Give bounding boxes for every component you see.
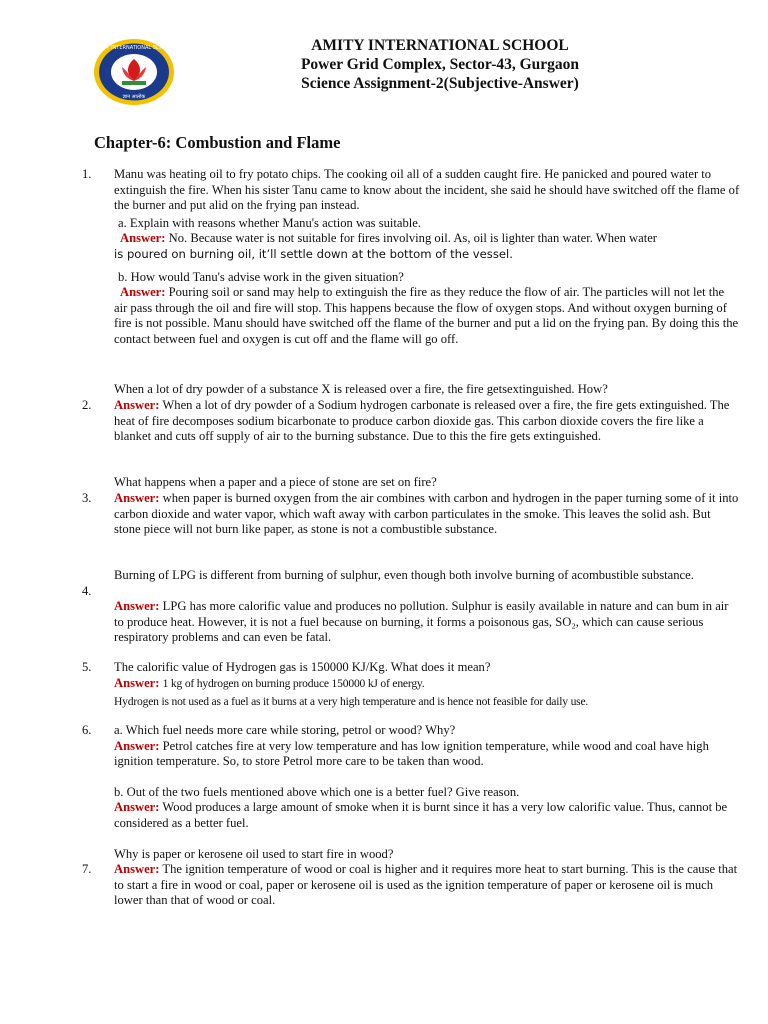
answer-b: Answer: Wood produces a large amount of smoke when it is burnt since it has a very low calorific value. Thus, cannot be considered as a better fuel. xyxy=(114,800,728,830)
question-text: Manu was heating oil to fry potato chips. The cooking oil all of a sudden caught fire. He panicked and poured water to extinguish the fire. When his sister Tanu came to know about the incident, she said he should have switched off the flame of the burner and put alid on the frying pan instead. xyxy=(114,167,740,213)
question-number: 7. xyxy=(82,862,92,876)
assignment-title: Science Assignment-2(Subjective-Answer) xyxy=(301,75,579,92)
answer-a-continued: is poured on burning oil, it’ll settle down at the bottom of the vessel. xyxy=(114,246,513,261)
answer-a: Answer: Petrol catches fire at very low temperature and has low ignition temperature, while wood and coal have high ignition temperature. So, to store Petrol more care to be taken than wood. xyxy=(114,738,709,769)
sub-question-a: a. Explain with reasons whether Manu's action was suitable. xyxy=(118,215,422,230)
question-number: 3. xyxy=(82,491,92,505)
answer-label: Answer: xyxy=(114,398,160,412)
answer-a: Answer: No. Because water is not suitable for fires involving oil. As, oil is lighter than water. When water xyxy=(120,231,657,246)
answer-continued: Hydrogen is not used as a fuel as it burns at a very high temperature and is hence not feasible for daily use. xyxy=(114,695,589,709)
logo-motto: ज्ञान आलोक xyxy=(122,94,146,100)
answer-label: Answer: xyxy=(114,675,160,690)
question-number: 1. xyxy=(82,167,92,181)
school-address: Power Grid Complex, Sector-43, Gurgaon xyxy=(300,56,580,73)
school-logo xyxy=(92,37,176,107)
question-text: What happens when a paper and a piece of stone are set on fire? xyxy=(114,475,437,489)
answer-label: Answer: xyxy=(114,800,160,815)
answer-label: Answer: xyxy=(114,491,160,505)
question-text: Why is paper or kerosene oil used to start fire in wood? xyxy=(114,847,394,861)
answer-label: Answer: xyxy=(114,599,160,613)
answer-label: Answer: xyxy=(114,738,160,753)
logo-text: AMITY INTERNATIONAL SCHOOL xyxy=(94,45,174,51)
sub-question-b: b. How would Tanu's advise work in the given situation? xyxy=(118,269,404,284)
sub-question-b: b. Out of the two fuels mentioned above which one is a better fuel? Give reason. xyxy=(114,784,520,799)
answer-label: Answer: xyxy=(120,285,166,300)
answer: Answer: The ignition temperature of wood or coal is higher and it requires more heat to start burning. This is the cause that to start a fire in wood or coal, paper or kerosene oil is used as the ignition temperature of paper or kerosene oil is much lower than that of wood or coal. xyxy=(114,862,738,908)
sub-question-a: a. Which fuel needs more care while storing, petrol or wood? Why? xyxy=(114,723,456,737)
answer: Answer: when paper is burned oxygen from the air combines with carbon and hydrogen in the paper turning some of it into carbon dioxide and water vapor, which waft away with carbon particulates in the smoke. This leaves the solid ash. But stone piece will not burn like paper, as stone is not a combustible substance. xyxy=(114,491,739,537)
chapter-title: Chapter-6: Combustion and Flame xyxy=(94,133,341,152)
answer: Answer: LPG has more calorific value and produces no pollution. Sulphur is easily available in nature and can bum in air to produce heat. However, it is not a fuel because on burning, it forms a poisonous gas, SO₂, which can cause serious respiratory problems and can even be fatal. xyxy=(114,599,729,645)
question-number: 2. xyxy=(82,398,92,412)
question-number: 5. xyxy=(82,660,92,674)
answer-label: Answer: xyxy=(120,231,166,246)
answer-b: Answer: Pouring soil or sand may help to extinguish the fire as they reduce the flow of air. The particles will not let the air pass through the oil and fire will stop. This happens because the flow of oxygen stops. And without oxygen burning of fire is not possible. Manu should have switched off the flame of the burner and put a lid on the frying pan. By doing this the contact between fuel and oxygen is cut off and the flame will go off. xyxy=(114,285,739,346)
question-number: 6. xyxy=(82,723,92,737)
answer-label: Answer: xyxy=(114,862,160,876)
question-number: 4. xyxy=(82,584,92,598)
question-text: Burning of LPG is different from burning of sulphur, even though both involve burning of acombustible substance. xyxy=(114,568,694,582)
answer: Answer: When a lot of dry powder of a Sodium hydrogen carbonate is released over a fire, the fire gets extinguished. The heat of fire decomposes sodium bicarbonate to produce carbon dioxide gas. This carbon dioxide covers the fire like a blanket and cuts off supply of air to the burning substance. Due to this the fire gets extinguished. xyxy=(114,398,730,444)
question-text: When a lot of dry powder of a substance X is released over a fire, the fire getsextinguished. How? xyxy=(114,382,608,396)
answer: Answer: 1 kg of hydrogen on burning produce 150000 kJ of energy. xyxy=(114,675,425,690)
document-header xyxy=(220,36,660,93)
school-name: AMITY INTERNATIONAL SCHOOL xyxy=(311,37,569,54)
question-text: The calorific value of Hydrogen gas is 150000 KJ/Kg. What does it mean? xyxy=(114,660,491,674)
